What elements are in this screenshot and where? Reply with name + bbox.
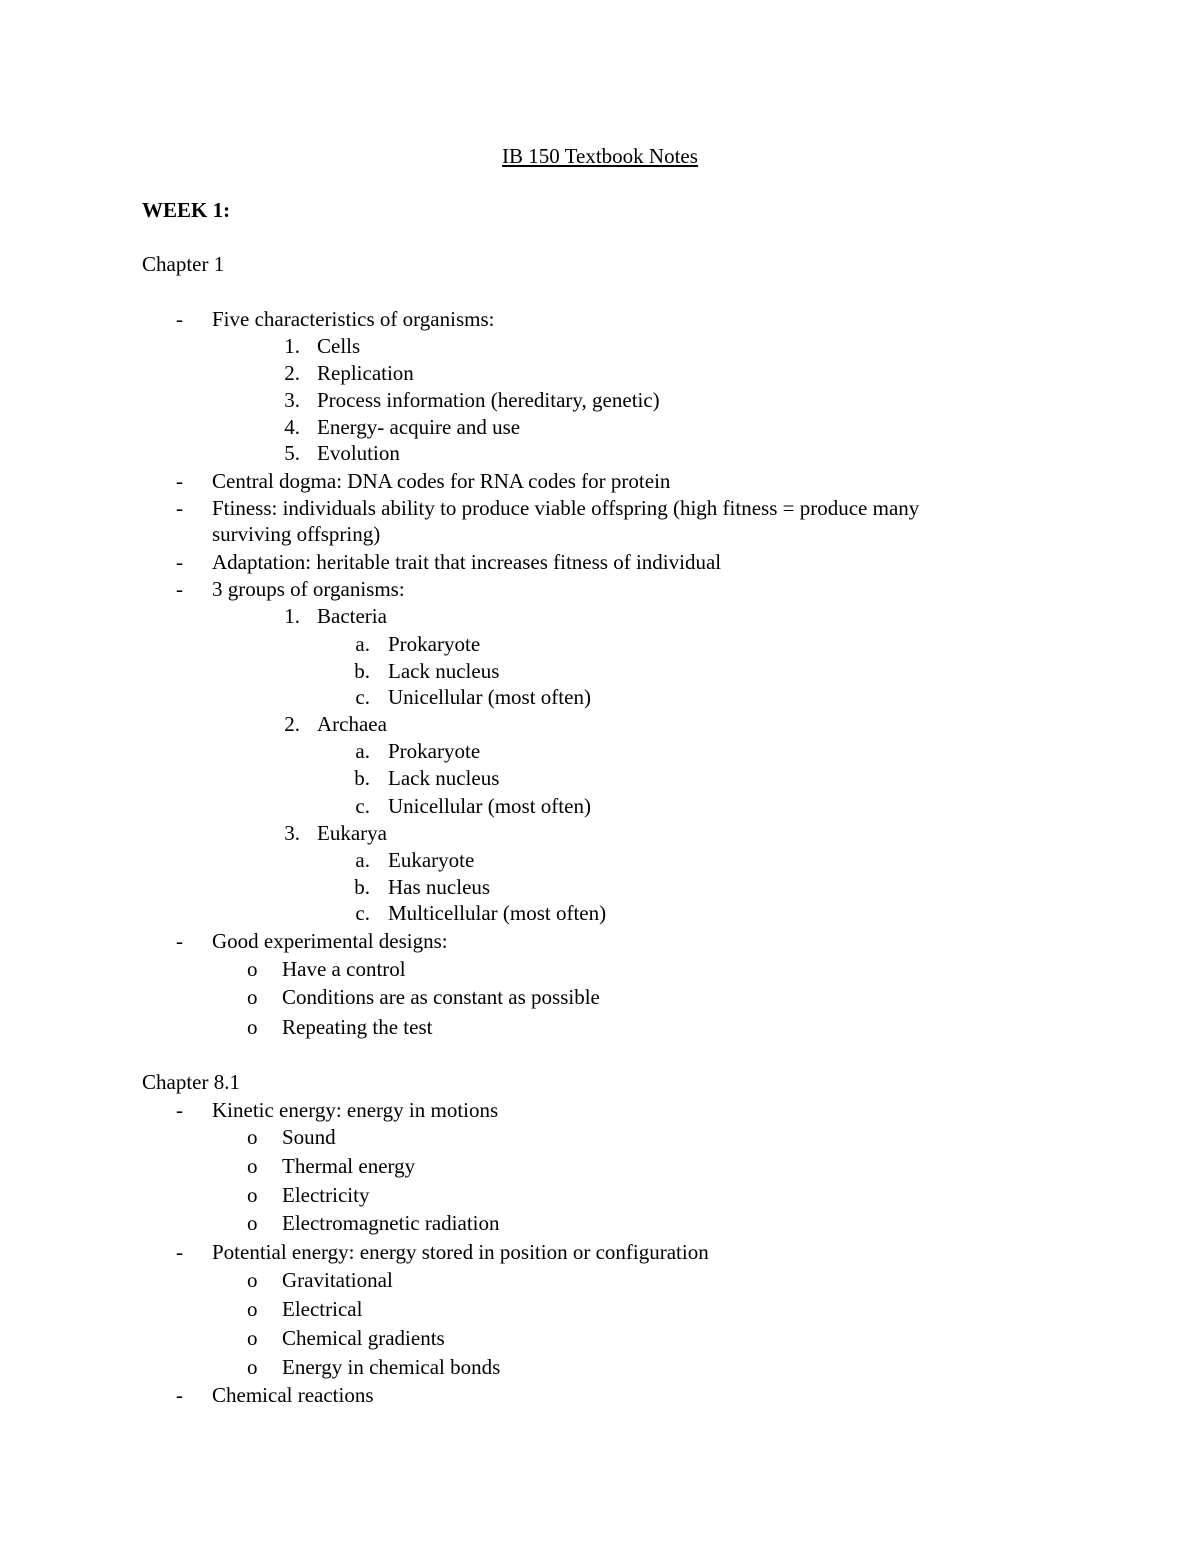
list-marker: 2. — [284, 712, 300, 736]
sublist-item: Lack nucleus — [388, 659, 500, 683]
sublist-item: Unicellular (most often) — [388, 794, 591, 818]
bullet-fitness-continued: surviving offspring) — [212, 522, 381, 546]
list-marker: 2. — [284, 361, 300, 385]
sub-bullet-item: Energy in chemical bonds — [282, 1355, 501, 1379]
sub-bullet-item: Electrical — [282, 1297, 363, 1321]
sublist-marker: c. — [355, 794, 370, 818]
sub-bullet-item: Repeating the test — [282, 1015, 433, 1039]
sublist-item: Prokaryote — [388, 632, 481, 656]
sub-bullet-item: Gravitational — [282, 1268, 393, 1292]
list-marker: 1. — [284, 334, 300, 358]
sub-bullet-item: Chemical gradients — [282, 1326, 445, 1350]
circle-bullet: o — [247, 1015, 258, 1039]
sublist-marker: b. — [354, 875, 370, 899]
dash-bullet: - — [176, 550, 183, 574]
sublist-item: Prokaryote — [388, 739, 481, 763]
list-marker: 1. — [284, 604, 300, 628]
list-item: Replication — [317, 361, 414, 385]
sublist-marker: a. — [355, 632, 370, 656]
sublist-item: Eukaryote — [388, 848, 475, 872]
list-marker: 4. — [284, 415, 300, 439]
bullet-experimental-designs: Good experimental designs: — [212, 929, 448, 953]
sublist-item: Has nucleus — [388, 875, 491, 899]
bullet-adaptation: Adaptation: heritable trait that increases fitness of individual — [212, 550, 722, 574]
sub-bullet-item: Have a control — [282, 957, 406, 981]
list-marker: 5. — [284, 441, 300, 465]
list-marker: 3. — [284, 821, 300, 845]
list-item: Archaea — [317, 712, 387, 736]
bullet-kinetic-energy: Kinetic energy: energy in motions — [212, 1098, 499, 1122]
sub-bullet-item: Electricity — [282, 1183, 370, 1207]
dash-bullet: - — [176, 577, 183, 601]
chapter-heading: Chapter 1 — [142, 252, 225, 276]
circle-bullet: o — [247, 985, 258, 1009]
dash-bullet: - — [176, 307, 183, 331]
sublist-marker: a. — [355, 848, 370, 872]
document-title: IB 150 Textbook Notes — [502, 144, 698, 168]
sub-bullet-item: Thermal energy — [282, 1154, 416, 1178]
circle-bullet: o — [247, 1183, 258, 1207]
list-marker: 3. — [284, 388, 300, 412]
sublist-marker: a. — [355, 739, 370, 763]
sub-bullet-item: Sound — [282, 1125, 336, 1149]
dash-bullet: - — [176, 929, 183, 953]
list-item: Energy- acquire and use — [317, 415, 521, 439]
sub-bullet-item: Electromagnetic radiation — [282, 1211, 500, 1235]
dash-bullet: - — [176, 469, 183, 493]
sub-bullet-item: Conditions are as constant as possible — [282, 985, 600, 1009]
dash-bullet: - — [176, 1383, 183, 1407]
sublist-marker: b. — [354, 659, 370, 683]
circle-bullet: o — [247, 1211, 258, 1235]
bullet-three-groups: 3 groups of organisms: — [212, 577, 405, 601]
sublist-item: Unicellular (most often) — [388, 685, 591, 709]
circle-bullet: o — [247, 1154, 258, 1178]
bullet-five-characteristics: Five characteristics of organisms: — [212, 307, 495, 331]
chapter-heading: Chapter 8.1 — [142, 1070, 240, 1094]
sublist-item: Lack nucleus — [388, 766, 500, 790]
circle-bullet: o — [247, 1355, 258, 1379]
sublist-marker: c. — [355, 685, 370, 709]
week-heading: WEEK 1: — [142, 198, 231, 222]
bullet-fitness: Ftiness: individuals ability to produce viable offspring (high fitness = produce many — [212, 496, 920, 520]
circle-bullet: o — [247, 1268, 258, 1292]
list-item: Process information (hereditary, genetic) — [317, 388, 660, 412]
list-item: Bacteria — [317, 604, 387, 628]
circle-bullet: o — [247, 1125, 258, 1149]
sublist-marker: c. — [355, 901, 370, 925]
bullet-potential-energy: Potential energy: energy stored in position or configuration — [212, 1240, 709, 1264]
list-item: Eukarya — [317, 821, 387, 845]
list-item: Cells — [317, 334, 361, 358]
list-item: Evolution — [317, 441, 400, 465]
circle-bullet: o — [247, 957, 258, 981]
circle-bullet: o — [247, 1326, 258, 1350]
sublist-item: Multicellular (most often) — [388, 901, 607, 925]
bullet-central-dogma: Central dogma: DNA codes for RNA codes for protein — [212, 469, 671, 493]
bullet-chemical-reactions: Chemical reactions — [212, 1383, 374, 1407]
dash-bullet: - — [176, 1098, 183, 1122]
circle-bullet: o — [247, 1297, 258, 1321]
sublist-marker: b. — [354, 766, 370, 790]
dash-bullet: - — [176, 496, 183, 520]
dash-bullet: - — [176, 1240, 183, 1264]
